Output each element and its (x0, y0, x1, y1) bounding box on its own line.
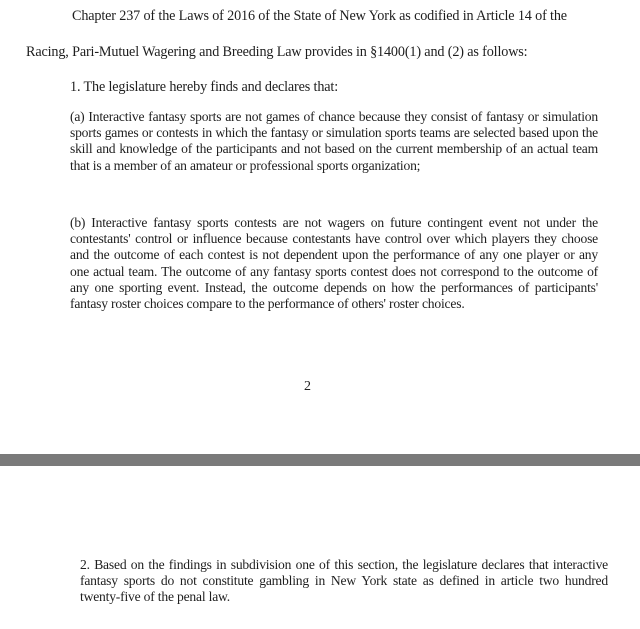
item-1-heading: 1. The legislature hereby finds and declares that: (70, 79, 339, 95)
paragraph-2: 2. Based on the findings in subdivision one of this section, the legislature declares that interactive fantasy sports do not constitute gambling in New York state as defined in article two hundred twenty-five of the penal law. (80, 557, 608, 605)
paragraph-b: (b) Interactive fantasy sports contests are not wagers on future contingent event not under the contestants' control or influence because contestants have control over which players they choose and the outcome of each contest is not dependent upon the performance of any one player or any one actual team. The outcome of any fantasy sports contest does not correspond to the outcome of any one sporting event. Instead, the outcome depends on how the performances of participants' fantasy roster choices compare to the performance of others' roster choices. (70, 215, 598, 312)
page-number: 2 (304, 379, 311, 394)
intro-line-2: Racing, Pari-Mutuel Wagering and Breeding Law provides in §1400(1) and (2) as follows: (26, 44, 528, 60)
paragraph-a: (a) Interactive fantasy sports are not games of chance because they consist of fantasy or simulation sports games or contests in which the fantasy or simulation sports teams are selected based upon the skill and knowledge of the participants and not based on the current membership of an actual team that is a member of an amateur or professional sports organization; (70, 109, 598, 173)
intro-line-1: Chapter 237 of the Laws of 2016 of the State of New York as codified in Article 14 of the (72, 8, 567, 24)
page-separator (0, 454, 640, 466)
